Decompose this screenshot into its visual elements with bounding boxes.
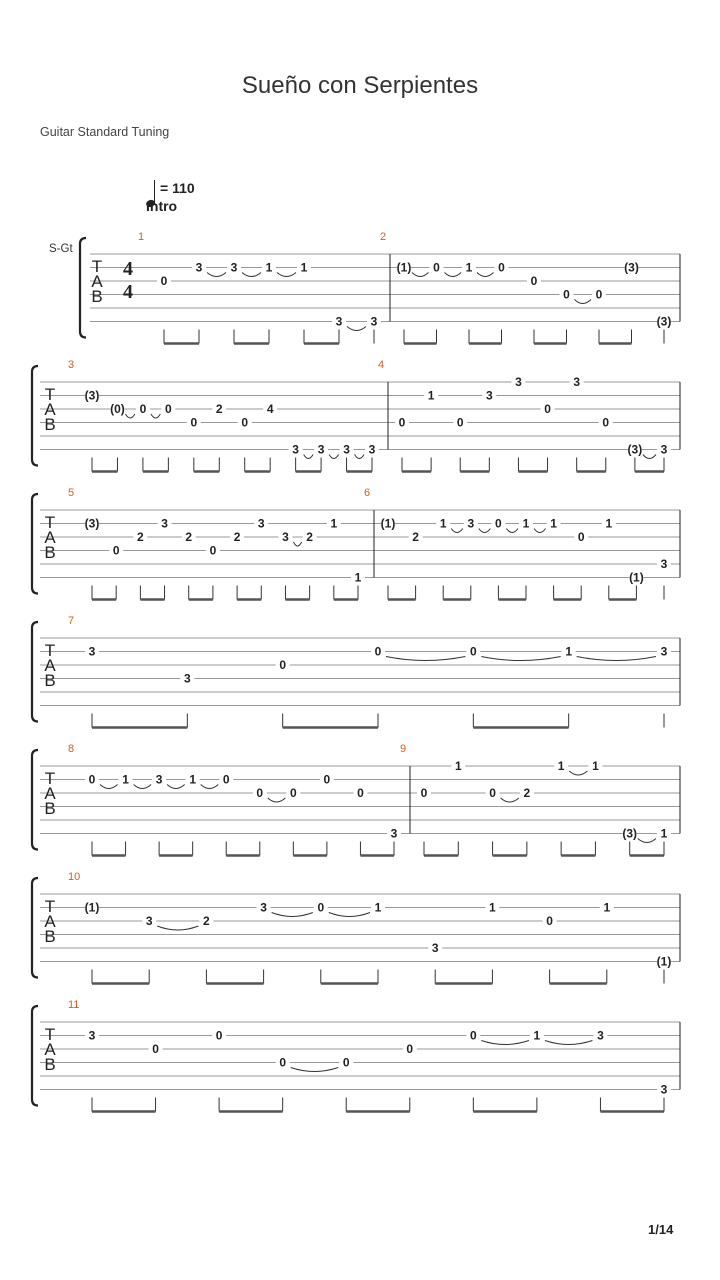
tab-clef-letter: B	[44, 799, 56, 818]
fret-number: 0	[406, 1042, 414, 1056]
fret-number: (3)	[84, 516, 100, 531]
fret-number: 3	[660, 442, 668, 457]
song-title: Sueño con Serpientes	[241, 72, 479, 99]
measure-number: 4	[378, 359, 385, 371]
tie-arc	[167, 785, 185, 789]
fret-number: 0	[190, 415, 198, 430]
fret-number: 0	[317, 900, 325, 915]
fret-number: 0	[489, 786, 496, 800]
fret-number: 3	[183, 671, 191, 686]
tie-arc	[201, 785, 219, 789]
tab-clef-letter: B	[44, 415, 56, 434]
tie-arc	[125, 414, 134, 418]
tab-clef-letter: T	[91, 257, 103, 276]
fret-number: 3	[292, 442, 299, 457]
fret-number: 3	[597, 1028, 604, 1043]
tab-clef-letter: T	[44, 769, 56, 788]
fret-number: 1	[354, 570, 362, 585]
tie-arc	[569, 771, 587, 775]
tie-arc	[638, 839, 656, 843]
measure-number: 1	[138, 231, 145, 243]
fret-number: 1	[454, 759, 462, 773]
fret-number: 3	[467, 516, 475, 531]
tie-arc	[451, 529, 463, 533]
system-bracket	[32, 494, 38, 594]
fret-number: 3	[660, 557, 668, 571]
fret-number: 0	[420, 786, 428, 800]
fret-number: 0	[530, 274, 538, 288]
system-bracket	[32, 622, 38, 722]
measure-number: 3	[68, 359, 75, 371]
fret-number: 4	[266, 402, 274, 416]
fret-number: 3	[343, 442, 350, 457]
system-bracket	[32, 366, 38, 466]
tie-arc	[293, 542, 301, 546]
fret-number: 3	[317, 442, 325, 457]
fret-number: 1	[439, 516, 447, 531]
fret-number: 2	[203, 914, 210, 928]
tie-arc	[329, 455, 338, 459]
fret-number: 0	[165, 402, 172, 416]
fret-number: 0	[357, 786, 364, 800]
tie-arc	[291, 1068, 339, 1072]
tab-clef-letter: A	[44, 784, 56, 803]
fret-number: 0	[279, 658, 287, 672]
fret-number: 2	[306, 530, 313, 544]
fret-number: 0	[456, 415, 464, 430]
measure-number: 10	[68, 871, 81, 883]
fret-number: 2	[412, 530, 419, 544]
fret-number: 1	[374, 900, 382, 915]
fret-number: 0	[112, 543, 120, 558]
fret-number: (3)	[84, 388, 100, 403]
fret-number: 0	[342, 1055, 350, 1070]
fret-number: 3	[515, 375, 522, 389]
tie-arc	[479, 529, 491, 533]
fret-number: 1	[557, 759, 565, 773]
fret-number: (3)	[624, 260, 639, 275]
fret-number: 3	[230, 260, 238, 275]
fret-number: 0	[398, 415, 406, 430]
fret-number: (1)	[629, 570, 644, 585]
tie-arc	[534, 529, 546, 533]
system-bracket	[32, 878, 38, 978]
fret-number: 0	[323, 772, 331, 787]
tie-arc	[575, 300, 592, 304]
tie-arc	[268, 798, 286, 802]
fret-number: 3	[195, 260, 203, 275]
fret-number: 3	[573, 375, 581, 389]
tie-arc	[242, 273, 261, 277]
fret-number: 1	[189, 772, 197, 787]
fret-number: 3	[155, 772, 163, 787]
fret-number: 3	[88, 1028, 96, 1043]
fret-number: (3)	[627, 442, 643, 457]
tie-arc	[157, 926, 198, 930]
tab-clef-letter: B	[44, 671, 56, 690]
fret-number: 0	[595, 287, 603, 302]
tab-clef-letter: A	[44, 528, 56, 547]
measure-number: 6	[364, 487, 371, 499]
tab-clef-letter: T	[44, 385, 56, 404]
tab-clef-letter: A	[44, 1040, 56, 1059]
tie-arc	[577, 657, 656, 661]
tab-clef-letter: A	[44, 656, 56, 675]
fret-number: 0	[433, 260, 440, 275]
fret-number: 1	[300, 260, 308, 275]
fret-number: (1)	[380, 516, 396, 531]
tie-arc	[355, 455, 364, 459]
tab-clef-letter: A	[91, 272, 103, 291]
tab-clef-letter: T	[44, 1025, 56, 1044]
fret-number: 1	[550, 516, 557, 531]
fret-number: (0)	[110, 402, 125, 416]
fret-number: 3	[145, 914, 153, 928]
fret-number: 3	[660, 1082, 668, 1097]
tie-arc	[481, 657, 560, 661]
fret-number: 3	[260, 900, 267, 915]
tie-arc	[643, 455, 656, 459]
fret-number: 1	[533, 1028, 541, 1043]
fret-number: 1	[605, 516, 613, 531]
fret-number: 0	[241, 415, 249, 430]
fret-number: 0	[256, 786, 264, 800]
fret-number: 2	[523, 786, 531, 800]
time-signature-bottom: 4	[123, 281, 133, 303]
measure-number: 5	[68, 487, 75, 499]
fret-number: 3	[282, 530, 289, 544]
tie-arc	[445, 273, 462, 277]
tempo-value: = 110	[160, 180, 195, 196]
measure-number: 11	[68, 999, 80, 1011]
fret-number: 0	[88, 772, 96, 787]
fret-number: 2	[233, 530, 241, 544]
fret-number: 3	[161, 516, 168, 531]
tie-arc	[412, 273, 429, 277]
tie-arc	[134, 785, 152, 789]
tie-arc	[272, 913, 313, 917]
fret-number: 0	[209, 543, 217, 558]
tab-clef-letter: B	[44, 927, 56, 946]
fret-number: 1	[465, 260, 473, 275]
tie-arc	[151, 414, 160, 418]
fret-number: 1	[565, 644, 573, 659]
fret-number: 0	[495, 516, 502, 531]
tie-arc	[277, 273, 296, 277]
fret-number: 0	[279, 1055, 287, 1070]
measure-number: 2	[380, 231, 387, 243]
system-bracket	[32, 750, 38, 850]
tie-arc	[207, 273, 226, 277]
tab-clef-letter: T	[44, 513, 56, 532]
page-indicator: 1/14	[648, 1222, 674, 1237]
fret-number: (1)	[84, 900, 100, 915]
fret-number: 3	[660, 644, 668, 659]
tie-arc	[329, 913, 370, 917]
fret-number: 0	[602, 415, 610, 430]
tab-clef-letter: T	[44, 897, 56, 916]
tab-clef-letter: B	[44, 1055, 56, 1074]
system-bracket	[32, 1006, 38, 1106]
measure-number: 9	[400, 743, 407, 755]
fret-number: 2	[215, 402, 223, 416]
tie-arc	[506, 529, 518, 533]
tab-clef-letter: B	[91, 287, 103, 306]
section-label: Intro	[146, 198, 178, 214]
tie-arc	[304, 455, 313, 459]
fret-number: 1	[122, 772, 129, 787]
tie-arc	[477, 273, 494, 277]
fret-number: 1	[330, 516, 338, 531]
fret-number: 3	[257, 516, 265, 531]
fret-number: (1)	[656, 954, 672, 969]
fret-number: 0	[139, 402, 147, 416]
fret-number: 3	[335, 314, 343, 329]
fret-number: 0	[374, 644, 382, 659]
fret-number: 1	[489, 900, 496, 915]
measure-number: 7	[68, 615, 75, 627]
fret-number: 1	[592, 759, 599, 773]
tab-clef-letter: T	[44, 641, 56, 660]
fret-number: (3)	[656, 314, 672, 329]
fret-number: 3	[390, 826, 398, 841]
fret-number: 0	[544, 402, 551, 416]
fret-number: 0	[160, 274, 168, 288]
fret-number: 0	[215, 1028, 223, 1043]
fret-number: (1)	[396, 260, 412, 275]
system-bracket	[80, 238, 86, 338]
tie-arc	[501, 798, 519, 802]
fret-number: 3	[88, 644, 96, 659]
tie-arc	[481, 1041, 529, 1045]
tab-clef-letter: A	[44, 912, 56, 931]
fret-number: 1	[660, 826, 668, 841]
fret-number: 0	[222, 772, 230, 787]
fret-number: 0	[498, 260, 505, 275]
fret-number: 0	[546, 914, 553, 928]
fret-number: 3	[368, 442, 376, 457]
tie-arc	[386, 657, 465, 661]
fret-number: 0	[469, 1028, 477, 1043]
fret-number: 3	[485, 388, 493, 403]
time-signature-top: 4	[123, 258, 133, 280]
tie-arc	[100, 785, 118, 789]
fret-number: 0	[152, 1042, 159, 1056]
measure-number: 8	[68, 743, 75, 755]
fret-number: 0	[289, 786, 297, 800]
fret-number: 1	[427, 388, 435, 403]
track-label: S-Gt	[49, 243, 73, 255]
tuning-label: Guitar Standard Tuning	[40, 125, 170, 139]
fret-number: 3	[370, 314, 378, 329]
fret-number: 1	[522, 516, 530, 531]
tab-clef-letter: A	[44, 400, 56, 419]
fret-number: 2	[185, 530, 193, 544]
fret-number: 1	[265, 260, 273, 275]
tie-arc	[347, 327, 366, 331]
fret-number: 0	[563, 287, 570, 302]
fret-number: (3)	[622, 826, 638, 841]
fret-number: 0	[577, 530, 585, 544]
fret-number: 0	[469, 644, 477, 659]
tie-arc	[545, 1041, 593, 1045]
fret-number: 3	[431, 941, 439, 955]
tab-clef-letter: B	[44, 543, 56, 562]
fret-number: 2	[137, 530, 144, 544]
fret-number: 1	[603, 900, 611, 915]
